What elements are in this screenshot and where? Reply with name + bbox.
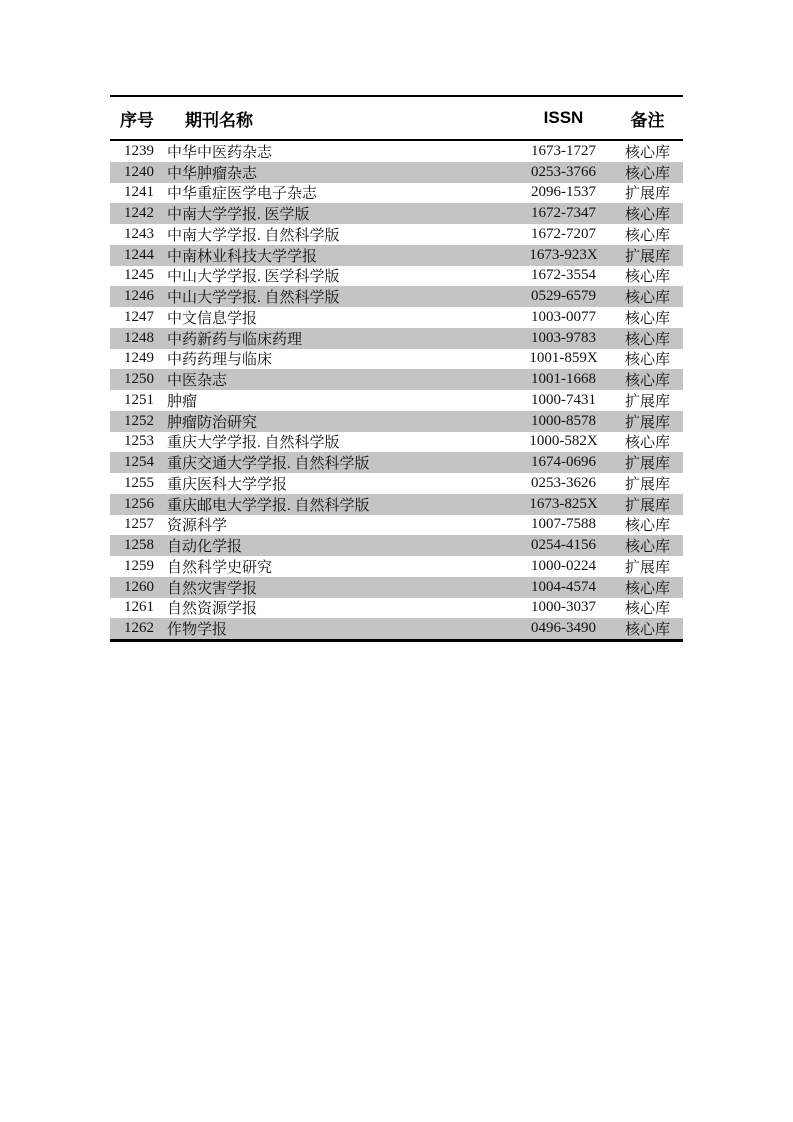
cell-journal-name: 中药新药与临床药理	[167, 331, 303, 348]
cell-seq: 1253	[124, 433, 154, 450]
cell-note: 核心库	[624, 518, 670, 535]
cell-issn: 1003-9783	[531, 329, 596, 346]
cell-journal-name: 中山大学学报. 自然科学版	[167, 290, 340, 307]
cell-seq: 1249	[124, 350, 154, 367]
cell-seq: 1239	[124, 142, 154, 159]
table-row	[110, 411, 683, 432]
cell-seq: 1257	[124, 516, 154, 533]
cell-seq: 1242	[124, 205, 154, 222]
cell-seq: 1250	[124, 371, 154, 388]
cell-note: 核心库	[624, 227, 670, 244]
cell-issn: 1673-1727	[531, 142, 596, 159]
cell-seq: 1241	[124, 184, 154, 201]
cell-seq: 1258	[124, 537, 154, 554]
table-row	[110, 390, 683, 411]
header-note: 备注	[630, 110, 665, 130]
cell-note: 核心库	[624, 290, 670, 307]
cell-issn: 1003-0077	[531, 308, 596, 325]
cell-journal-name: 中华肿瘤杂志	[167, 165, 258, 182]
cell-seq: 1256	[124, 495, 154, 512]
cell-journal-name: 中山大学学报. 医学科学版	[167, 269, 340, 286]
cell-journal-name: 自动化学报	[167, 539, 243, 556]
cell-journal-name: 肿瘤	[167, 393, 198, 410]
cell-issn: 1007-7588	[531, 516, 596, 533]
cell-journal-name: 重庆医科大学学报	[167, 476, 288, 493]
cell-issn: 1672-7347	[531, 205, 596, 222]
table-row	[110, 349, 683, 370]
header-issn: ISSN	[543, 108, 584, 127]
cell-issn: 0253-3626	[531, 474, 596, 491]
table-row	[110, 203, 683, 224]
cell-note: 扩展库	[624, 414, 670, 431]
cell-seq: 1261	[124, 599, 154, 616]
cell-journal-name: 自然科学史研究	[167, 559, 273, 576]
cell-issn: 0529-6579	[531, 288, 596, 305]
cell-journal-name: 作物学报	[167, 622, 228, 639]
cell-seq: 1254	[124, 454, 154, 471]
cell-journal-name: 中华重症医学电子杂志	[167, 186, 318, 203]
cell-journal-name: 中医杂志	[167, 373, 228, 390]
table-row	[110, 473, 683, 494]
table-row	[110, 452, 683, 473]
cell-issn: 1000-0224	[531, 557, 596, 574]
cell-journal-name: 中华中医药杂志	[167, 144, 273, 161]
table-row	[110, 162, 683, 183]
cell-journal-name: 自然灾害学报	[167, 580, 258, 597]
table-row	[110, 141, 683, 162]
cell-note: 核心库	[624, 435, 670, 452]
table-body	[110, 141, 683, 639]
cell-seq: 1260	[124, 578, 154, 595]
cell-issn: 1674-0696	[531, 454, 596, 471]
cell-seq: 1247	[124, 308, 154, 325]
cell-journal-name: 中南大学学报. 医学版	[167, 207, 310, 224]
cell-note: 核心库	[624, 207, 670, 224]
table-row	[110, 494, 683, 515]
cell-seq: 1246	[124, 288, 154, 305]
table-row	[110, 598, 683, 619]
cell-journal-name: 重庆交通大学学报. 自然科学版	[167, 456, 370, 473]
cell-journal-name: 重庆大学学报. 自然科学版	[167, 435, 340, 452]
table-row	[110, 245, 683, 266]
table-row	[110, 535, 683, 556]
table-row	[110, 515, 683, 536]
cell-journal-name: 重庆邮电大学学报. 自然科学版	[167, 497, 370, 514]
cell-issn: 1672-3554	[531, 267, 596, 284]
cell-note: 扩展库	[624, 559, 670, 576]
cell-issn: 1000-582X	[529, 433, 598, 450]
cell-note: 扩展库	[624, 393, 670, 410]
cell-seq: 1259	[124, 557, 154, 574]
header-journal-name: 期刊名称	[185, 110, 253, 130]
table-row	[110, 286, 683, 307]
cell-issn: 1673-825X	[529, 495, 598, 512]
table-row	[110, 432, 683, 453]
cell-note: 核心库	[624, 165, 670, 182]
cell-issn: 1672-7207	[531, 225, 596, 242]
cell-seq: 1243	[124, 225, 154, 242]
cell-seq: 1244	[124, 246, 154, 263]
cell-note: 核心库	[624, 601, 670, 618]
cell-issn: 1000-8578	[531, 412, 596, 429]
cell-seq: 1248	[124, 329, 154, 346]
cell-note: 扩展库	[624, 476, 670, 493]
cell-issn: 1001-859X	[529, 350, 598, 367]
cell-issn: 0496-3490	[531, 620, 596, 637]
cell-note: 扩展库	[624, 497, 670, 514]
cell-issn: 1001-1668	[531, 371, 596, 388]
cell-issn: 1000-3037	[531, 599, 596, 616]
cell-journal-name: 自然资源学报	[167, 601, 258, 618]
table-row	[110, 183, 683, 204]
cell-seq: 1251	[124, 391, 154, 408]
cell-note: 核心库	[624, 310, 670, 327]
table-row	[110, 307, 683, 328]
cell-note: 扩展库	[624, 456, 670, 473]
cell-seq: 1245	[124, 267, 154, 284]
cell-note: 扩展库	[624, 186, 670, 203]
cell-journal-name: 中文信息学报	[167, 310, 258, 327]
table-row	[110, 328, 683, 349]
table-row	[110, 224, 683, 245]
cell-journal-name: 中南林业科技大学学报	[167, 248, 318, 265]
cell-note: 核心库	[624, 352, 670, 369]
cell-journal-name: 肿瘤防治研究	[167, 414, 258, 431]
cell-issn: 0254-4156	[531, 537, 596, 554]
cell-journal-name: 资源科学	[167, 518, 228, 535]
journal-table	[110, 95, 683, 642]
cell-note: 核心库	[624, 580, 670, 597]
cell-seq: 1252	[124, 412, 154, 429]
cell-note: 核心库	[624, 269, 670, 286]
cell-issn: 1004-4574	[531, 578, 596, 595]
cell-note: 核心库	[624, 539, 670, 556]
cell-issn: 2096-1537	[531, 184, 596, 201]
cell-issn: 0253-3766	[531, 163, 596, 180]
table-row	[110, 618, 683, 639]
cell-seq: 1255	[124, 474, 154, 491]
cell-issn: 1000-7431	[531, 391, 596, 408]
cell-issn: 1673-923X	[529, 246, 598, 263]
table-row	[110, 266, 683, 287]
table-row	[110, 577, 683, 598]
cell-seq: 1262	[124, 620, 154, 637]
cell-note: 核心库	[624, 622, 670, 639]
header-seq: 序号	[120, 110, 154, 130]
cell-note: 核心库	[624, 331, 670, 348]
cell-journal-name: 中南大学学报. 自然科学版	[167, 227, 340, 244]
cell-note: 核心库	[624, 144, 670, 161]
cell-seq: 1240	[124, 163, 154, 180]
table-row	[110, 369, 683, 390]
cell-note: 核心库	[624, 373, 670, 390]
table-row	[110, 556, 683, 577]
cell-note: 扩展库	[624, 248, 670, 265]
cell-journal-name: 中药药理与临床	[167, 352, 273, 369]
table-header-row	[110, 97, 683, 141]
